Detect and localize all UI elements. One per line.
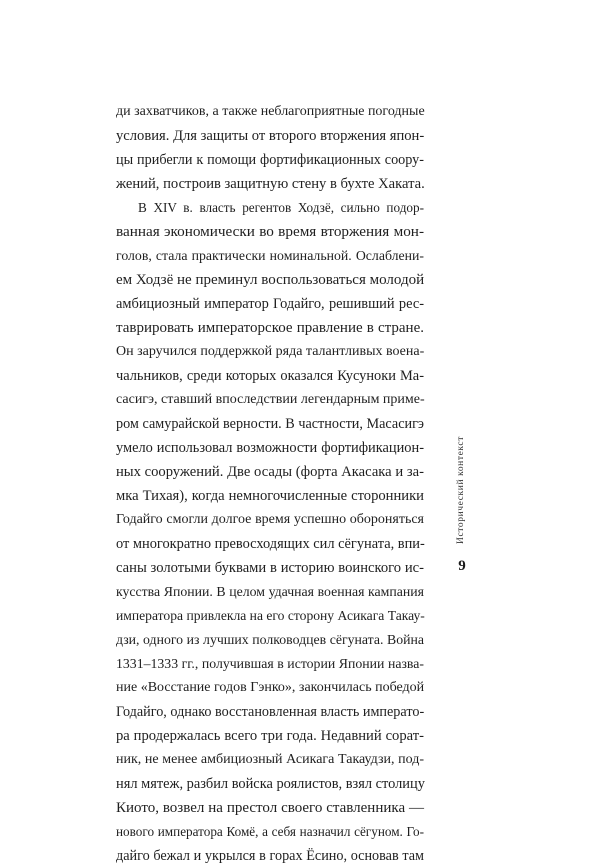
page-number: 9 bbox=[458, 558, 466, 574]
text-line: нового императора Комё, а себя назначил сёгуном. Го- bbox=[116, 824, 424, 839]
text-line: таврировать императорское правление в стране. bbox=[116, 320, 424, 336]
text-line: ром самурайской верности. В частности, Масасигэ bbox=[116, 416, 424, 432]
text-line: амбициозный император Годайго, решивший рес- bbox=[116, 296, 424, 312]
text-line: мка Тихая), когда немногочисленные сторонники bbox=[116, 488, 424, 504]
text-line: Годайго, однако восстановленная власть императо- bbox=[116, 704, 425, 720]
text-line: ем Ходзё не преминул воспользоваться молодой bbox=[116, 272, 425, 288]
running-head bbox=[455, 430, 467, 550]
text-line: умело использовал возможности фортификацион- bbox=[116, 440, 424, 456]
text-line: Годайго смогли долгое время успешно обороняться bbox=[116, 512, 424, 527]
text-line: цы прибегли к помощи фортификационных соору- bbox=[116, 152, 424, 168]
text-line: кусства Японии. В целом удачная военная кампания bbox=[116, 584, 424, 599]
text-line: дайго бежал и укрылся в горах Ёсино, основав там bbox=[116, 848, 424, 864]
text-line: В XIV в. власть регентов Ходзё, сильно подор- bbox=[138, 200, 424, 215]
text-line: Он заручился поддержкой ряда талантливых воена- bbox=[116, 344, 425, 359]
text-line: чальников, среди которых оказался Кусуноки Ма- bbox=[116, 368, 424, 384]
text-line: условия. Для защиты от второго вторжения япон- bbox=[116, 128, 425, 144]
text-line: саны золотыми буквами в историю воинского ис- bbox=[116, 560, 424, 576]
text-line: ра продержалась всего три года. Недавний сорат- bbox=[116, 728, 424, 744]
text-line: ванная экономически во время вторжения мон- bbox=[116, 223, 424, 240]
text-line: голов, стала практически номинальной. Ослаблени- bbox=[116, 248, 424, 263]
text-line: Киото, возвел на престол своего ставленника — bbox=[116, 800, 424, 816]
text-line: нял мятеж, разбил войска роялистов, взял столицу bbox=[116, 776, 425, 792]
text-line: от многократно превосходящих сил сёгуната, впи- bbox=[116, 536, 425, 552]
text-line: ник, не менее амбициозный Асикага Такаудзи, под- bbox=[116, 752, 424, 767]
text-line: императора привлекла на его сторону Асикага Такау- bbox=[116, 608, 425, 623]
text-line: 1331–1333 гг., получившая в истории Японии назва- bbox=[116, 656, 424, 671]
body-text bbox=[116, 100, 424, 868]
text-line: ных сооружений. Две осады (форта Акасака и за- bbox=[116, 464, 424, 480]
text-line: жений, построив защитную стену в бухте Хаката. bbox=[116, 176, 425, 192]
text-line: ди захватчиков, а также неблагоприятные погодные bbox=[116, 104, 425, 119]
running-head-text: Исторический контекст bbox=[456, 436, 466, 544]
text-line: ние «Восстание годов Гэнко», закончилась победой bbox=[116, 680, 425, 695]
text-line: сасигэ, ставший впоследствии легендарным приме- bbox=[116, 392, 425, 407]
text-line: дзи, одного из лучших полководцев сёгуната. Война bbox=[116, 632, 424, 647]
